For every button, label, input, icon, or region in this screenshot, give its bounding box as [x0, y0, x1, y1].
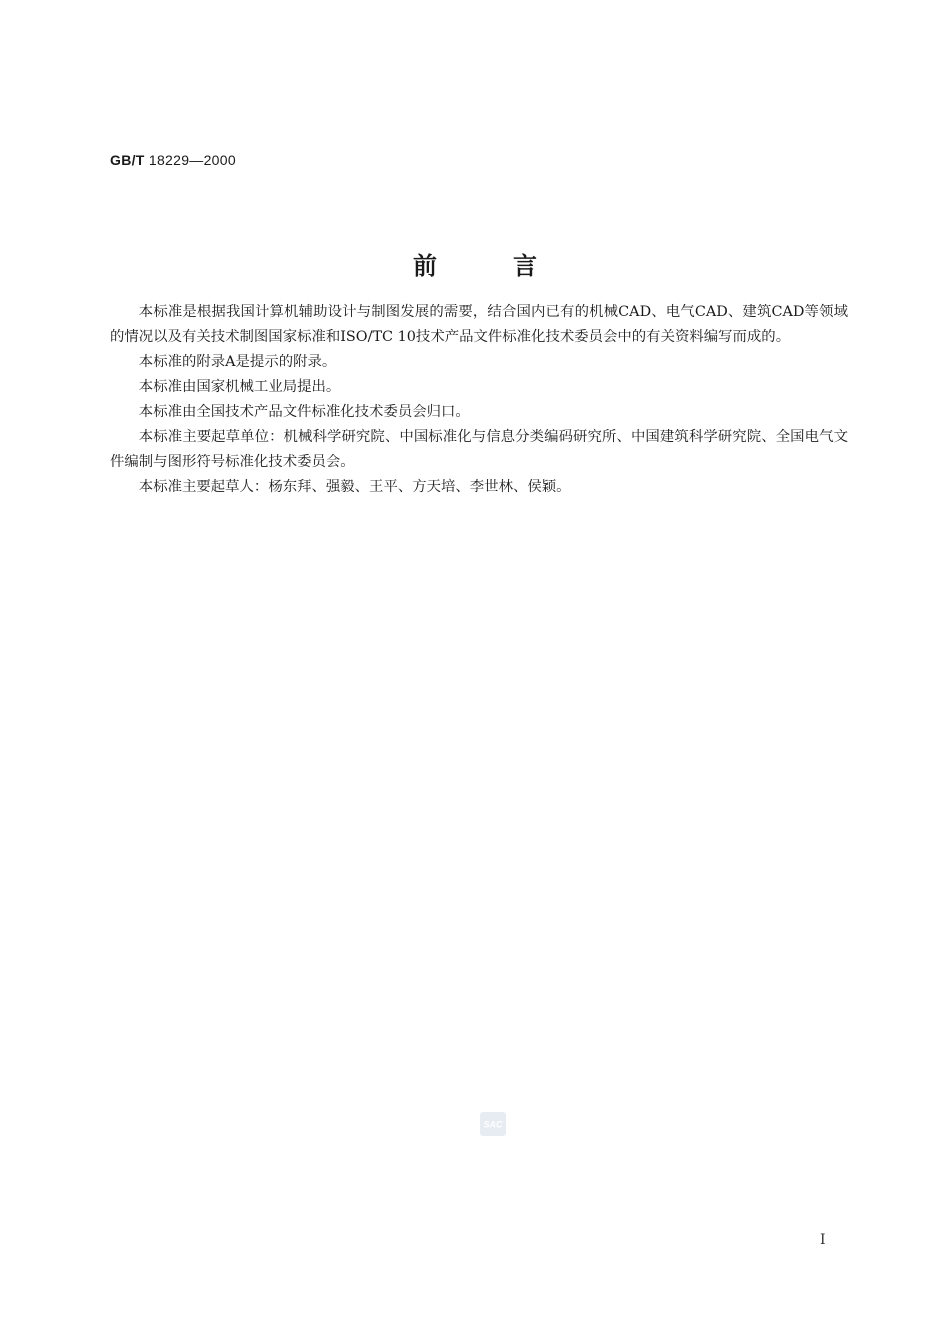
paragraph-basis: 本标准是根据我国计算机辅助设计与制图发展的需要，结合国内已有的机械CAD、电气CAD、建筑CAD等领域的情况以及有关技术制图国家标准和ISO/TC 10技术产品文件标准化技术委员会中的有关资料编写而成的。	[110, 304, 848, 345]
standard-code-header	[110, 152, 236, 168]
paragraph-committee: 本标准由全国技术产品文件标准化技术委员会归口。	[138, 404, 470, 420]
foreword-body	[110, 300, 848, 500]
paragraph-appendix: 本标准的附录A是提示的附录。	[138, 354, 337, 370]
page-title: 前言	[413, 252, 613, 280]
paragraph-proposer: 本标准由国家机械工业局提出。	[138, 379, 341, 395]
standard-number: 18229—2000	[148, 152, 236, 168]
paragraph-drafters: 本标准主要起草人：杨东拜、强毅、王平、方天培、李世林、侯颖。	[138, 479, 571, 495]
page-number: I	[820, 1232, 826, 1248]
sac-watermark-logo	[480, 1112, 506, 1136]
sac-logo-text: SAC	[483, 1119, 503, 1130]
standard-code-prefix: GB/T	[110, 152, 145, 168]
paragraph-drafting-units: 本标准主要起草单位：机械科学研究院、中国标准化与信息分类编码研究所、中国建筑科学研究院、全国电气文件编制与图形符号标准化技术委员会。	[110, 429, 848, 470]
